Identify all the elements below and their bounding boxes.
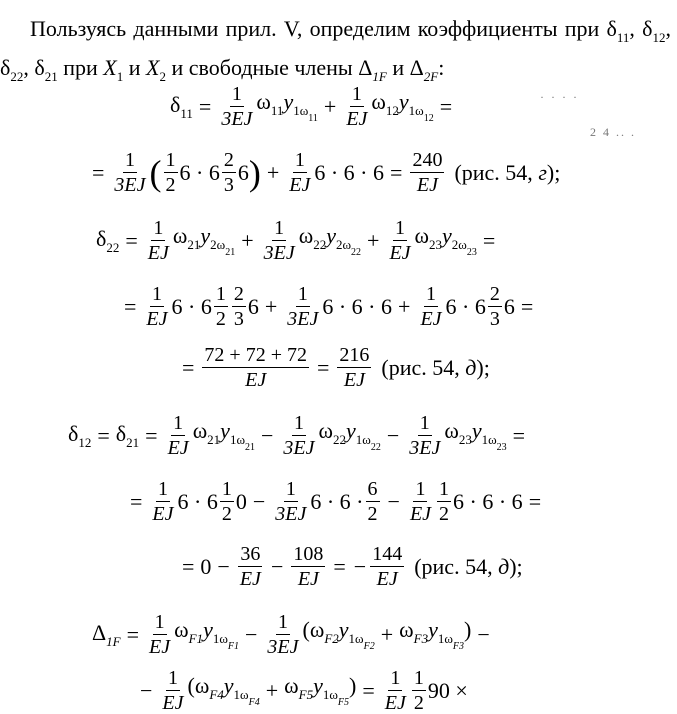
equation-delta22: $\delta_{22}$ = $\frac{1}{EJ}$ $\omega_{21}y_{2\omega_{21}}$ + $\frac{1}{3EJ}$ $\omega_{22}y_{2\omega_{22}}$ + $\frac{1}{EJ}$ $\omega_{23}y_{2\omega_{23}}$ =	[96, 217, 496, 264]
document-page: Пользуясь данными прил. V, определим коэффициенты при $\delta_{11}$, $\delta_{12}$, $\delta_{22}$, $\delta_{21}$ при $X_1$ и $X_2$ и свободные члены $\Delta_{1F}$ и $\Delta_{2F}$: $\delta_{11}$ = $\frac{1}{3EJ}$ $\omega_{11}y_{1\omega_{11}}$ + $\frac{1}{EJ}$ $\omega_{12}y_{1\omega_{12}}$ = · · · · 2 4 .. . = $\frac{1}{3EJ}$ ( $\frac{1}{2}$ 6 · 6 $\frac{2}{3}$ 6 ) + $\frac{1}{EJ}$ 6 · 6 · 6 = $\frac{240}{EJ}$ (рис. 54, г); $\delta_{22}$ = $\frac{1}{EJ}$ $\omega_{21}y_{2\omega_{21}}$ + $\frac{1}{3EJ}$ $\omega_{22}y_{2\omega_{22}}$ + $\frac{1}{EJ}$ $\omega_{23}y_{2\omega_{23}}$ = = $\frac{1}{EJ}$ 6 · 6 $\frac{1}{2}$ $\frac{2}{3}$ 6 + $\frac{1}{3EJ}$ 6 · 6 · 6 + $\frac{1}{EJ}$ 6 · 6 $\frac{2}{3}$ 6 = = $\frac{72 + 72 + 72}{EJ}$ = $\frac{216}{EJ}$ (рис. 54, д); $\delta_{12}$ = $\delta_{21}$ = $\frac{1}{EJ}$ $\omega_{21}y_{1\omega_{21}}$ − $\frac{1}{3EJ}$ $\omega_{22}y_{1\omega_{22}}$ − $\frac{1}{3EJ}$ $\omega_{23}y_{1\omega_{23}}$ = = $\frac{1}{EJ}$ 6 · 6 $\frac{1}{2}$ 0 − $\frac{1}{3EJ}$ 6 · 6 · $\frac{6}{2}$ − $\frac{1}{EJ}$ $\frac{1}{2}$ 6 · 6 · 6 = = 0 − $\frac{36}{EJ}$ − $\frac{108}{EJ}$ = − $\frac{144}{EJ}$ (рис. 54, д); $\Delta_{1F}$ = $\frac{1}{EJ}$ $\omega_{F1}y_{1\omega_{F1}}$ − $\frac{1}{3EJ}$ ($\omega_{F2}y_{1\omega_{F2}}$ + $\omega_{F3}y_{1\omega_{F3}}$) − − $\frac{1}{EJ}$ ($\omega_{F4}y_{1\omega_{F4}}$ + $\omega_{F5}y_{1\omega_{F5}}$) = $\frac{1}{EJ}$ $\frac{1}{2}$ 90 ×	[0, 16, 671, 714]
equation-delta22-result: = $\frac{72 + 72 + 72}{EJ}$ = $\frac{216}{EJ}$ (рис. 54, д);	[182, 344, 490, 391]
equation-delta11: $\delta_{11}$ = $\frac{1}{3EJ}$ $\omega_{11}y_{1\omega_{11}}$ + $\frac{1}{EJ}$ $\omega_{12}y_{1\omega_{12}}$ =	[170, 83, 453, 130]
equation-delta1f: $\Delta_{1F}$ = $\frac{1}{EJ}$ $\omega_{F1}y_{1\omega_{F1}}$ − $\frac{1}{3EJ}$ ($\omega_{F2}y_{1\omega_{F2}}$ + $\omega_{F3}y_{1\omega_{F3}}$) −	[92, 611, 490, 658]
equation-delta22-expand: = $\frac{1}{EJ}$ 6 · 6 $\frac{1}{2}$ $\frac{2}{3}$ 6 + $\frac{1}{3EJ}$ 6 · 6 · 6 + $\frac{1}{EJ}$ 6 · 6 $\frac{2}{3}$ 6 =	[124, 283, 534, 330]
equation-delta12-result: = 0 − $\frac{36}{EJ}$ − $\frac{108}{EJ}$ = − $\frac{144}{EJ}$ (рис. 54, д);	[182, 543, 523, 590]
equation-delta11-result: = $\frac{1}{3EJ}$ ( $\frac{1}{2}$ 6 · 6 $\frac{2}{3}$ 6 ) + $\frac{1}{EJ}$ 6 · 6 · 6 = $\frac{240}{EJ}$ (рис. 54, г);	[92, 149, 561, 196]
equation-delta1f-cont: − $\frac{1}{EJ}$ ($\omega_{F4}y_{1\omega_{F4}}$ + $\omega_{F5}y_{1\omega_{F5}}$) = $\frac{1}{EJ}$ $\frac{1}{2}$ 90 ×	[140, 667, 468, 714]
intro-text-2: при	[57, 55, 104, 80]
equation-delta12: $\delta_{12}$ = $\delta_{21}$ = $\frac{1}{EJ}$ $\omega_{21}y_{1\omega_{21}}$ − $\frac{1}{3EJ}$ $\omega_{22}y_{1\omega_{22}}$ − $\frac{1}{3EJ}$ $\omega_{23}y_{1\omega_{23}}$ =	[68, 412, 526, 459]
intro-paragraph: Пользуясь данными прил. V, определим коэффициенты при $\delta_{11}$, $\delta_{12}$, $\delta_{22}$, $\delta_{21}$ при $X_1$ и $X_2$ и свободные члены $\Delta_{1F}$ и $\Delta_{2F}$:	[0, 16, 671, 84]
equation-delta12-expand: = $\frac{1}{EJ}$ 6 · 6 $\frac{1}{2}$ 0 − $\frac{1}{3EJ}$ 6 · 6 · $\frac{6}{2}$ − $\frac{1}{EJ}$ $\frac{1}{2}$ 6 · 6 · 6 =	[130, 478, 542, 525]
intro-text-3: и свободные члены	[165, 55, 359, 80]
intro-text-1: Пользуясь данными прил. V, определим коэффициенты при	[30, 16, 607, 41]
